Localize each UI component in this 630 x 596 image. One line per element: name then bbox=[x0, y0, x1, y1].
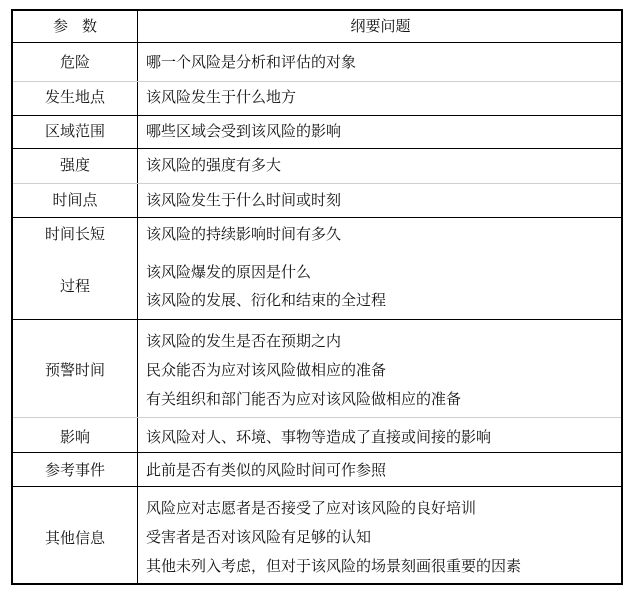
row-question: 该风险爆发的原因是什么 bbox=[146, 263, 312, 281]
row-question: 该风险发生于什么地方 bbox=[146, 88, 297, 106]
row-param-hazard: 危险 bbox=[59, 53, 90, 71]
row-param-area: 区域范围 bbox=[44, 122, 105, 140]
group-divider bbox=[13, 115, 621, 116]
group-divider bbox=[13, 319, 621, 320]
header-divider bbox=[13, 42, 621, 43]
row-question: 其他未列入考虑，但对于该风险的场景刻画很重要的因素 bbox=[146, 557, 522, 575]
row-question: 该风险发生于什么时间或时刻 bbox=[146, 191, 342, 209]
row-question: 哪些区域会受到该风险的影响 bbox=[146, 122, 342, 140]
row-param-reference-event: 参考事件 bbox=[44, 461, 105, 479]
row-param-impact: 影响 bbox=[59, 428, 90, 446]
row-divider bbox=[13, 417, 621, 418]
group-divider bbox=[13, 486, 621, 487]
header-param: 参数 bbox=[52, 17, 111, 35]
row-question: 该风险的强度有多大 bbox=[146, 156, 282, 174]
row-question: 民众能否为应对该风险做相应的准备 bbox=[146, 361, 387, 379]
row-param-warning-time: 预警时间 bbox=[44, 361, 105, 379]
row-question: 该风险的发生是否在预期之内 bbox=[146, 332, 342, 350]
header-question: 纲要问题 bbox=[350, 17, 411, 35]
row-param-other-info: 其他信息 bbox=[44, 529, 105, 547]
row-question: 该风险的持续影响时间有多久 bbox=[146, 225, 342, 243]
row-divider bbox=[13, 183, 621, 184]
row-question: 有关组织和部门能否为应对该风险做相应的准备 bbox=[146, 390, 462, 408]
row-param-intensity: 强度 bbox=[59, 156, 90, 174]
row-question: 该风险的发展、衍化和结束的全过程 bbox=[146, 291, 387, 309]
row-divider bbox=[13, 81, 621, 82]
row-param-process: 过程 bbox=[59, 277, 90, 295]
risk-parameter-table bbox=[11, 9, 623, 585]
row-question: 此前是否有类似的风险时间可作参照 bbox=[146, 461, 387, 479]
row-question: 风险应对志愿者是否接受了应对该风险的良好培训 bbox=[146, 499, 477, 517]
row-param-location: 发生地点 bbox=[44, 88, 105, 106]
row-param-time-point: 时间点 bbox=[52, 191, 98, 209]
row-param-duration: 时间长短 bbox=[44, 225, 105, 243]
group-divider bbox=[13, 148, 621, 149]
group-divider bbox=[13, 217, 621, 218]
row-question: 该风险对人、环境、事物等造成了直接或间接的影响 bbox=[146, 428, 492, 446]
column-divider bbox=[137, 11, 138, 583]
group-divider bbox=[13, 452, 621, 453]
row-question: 受害者是否对该风险有足够的认知 bbox=[146, 528, 372, 546]
row-question: 哪一个风险是分析和评估的对象 bbox=[146, 53, 357, 71]
